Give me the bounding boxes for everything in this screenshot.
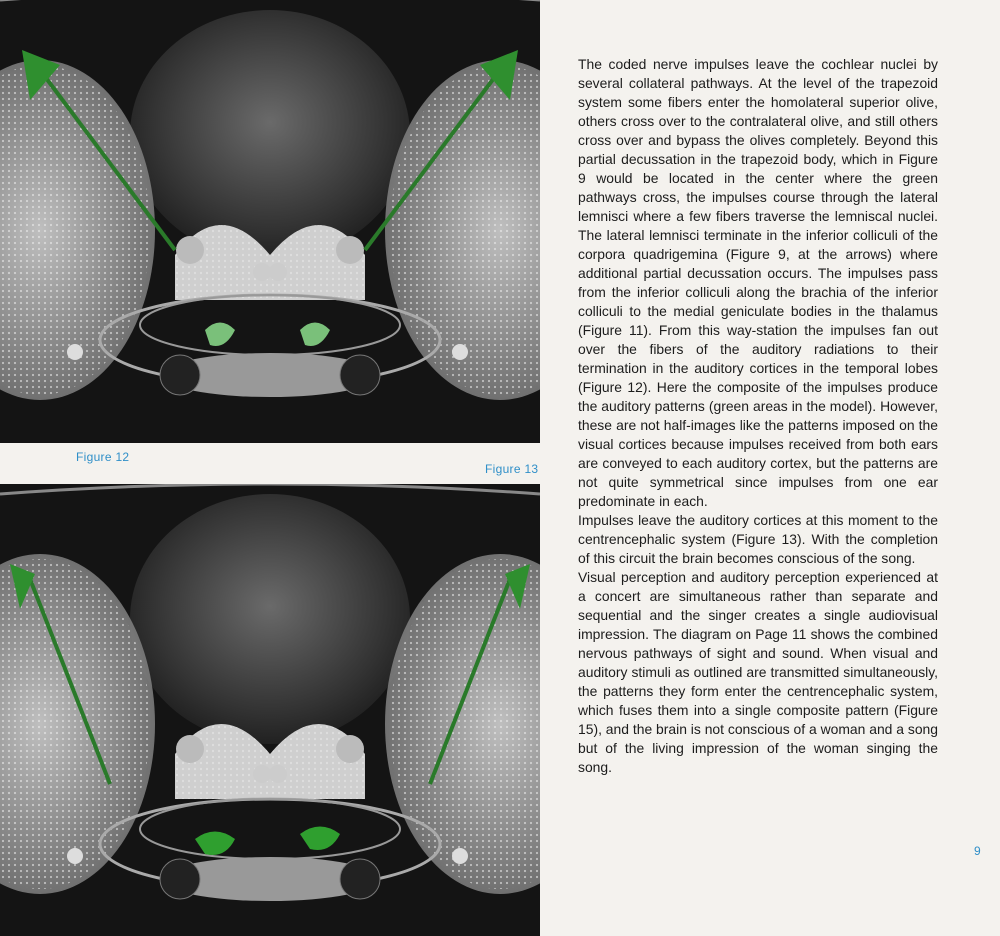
brain-model-illustration [0,0,540,443]
paragraph-2: Impulses leave the auditory cortices at this moment to the centrencephalic system (Figure 13). With the completion of this circuit the brain becomes conscious of the song. [578,512,938,566]
figure-13-photo [0,484,540,936]
paragraph-1: The coded nerve impulses leave the cochlear nuclei by several collateral pathways. At the level of the trapezoid system some fibers enter the homolateral superior olive, others cross over to the contralateral olive, and still others cross over and bypass the olives completely. Beyond this partial decussation in the trapezoid body, which in Figure 9 would be located in the center where the green pathways cross, the impulses course through the lateral lemnisci where a few fibers traverse the lemniscal nuclei. The lateral lemnisci terminate in the inferior colliculi of the corpora quadrigemina (Figure 9, at the arrows) where additional partial decussation occurs. The impulses pass from the inferior colliculi along the brachia of the inferior colliculi to the medial geniculate bodies in the thalamus (Figure 11). From this way-station the impulses fan out over the fibers of the auditory radiations to their termination in the auditory cortices in the temporal lobes (Figure 12). Here the composite of the impulses produce the auditory patterns (green areas in the model). However, these are not half-images like the patterns imposed on the visual cortices because impulses received from both ears are conveyed to each auditory cortex, but the patterns are not quite symmetrical since impulses from one ear predominate in each. [578,56,938,509]
figure-12-caption: Figure 12 [76,450,130,464]
body-text [578,55,938,777]
brain-model-illustration [0,484,540,936]
paragraph-3: Visual perception and auditory perception experienced at a concert are simultaneous rather than separate and sequential and the singer creates a single audiovisual impression. The diagram on Page 11 shows the combined nervous pathways of sight and sound. When visual and auditory stimuli as outlined are transmitted simultaneously, the patterns they form enter the centrencephalic system, which fuses them into a single composite pattern (Figure 15), and the brain is not conscious of a woman and a song but of the living impression of the woman singing the song. [578,569,938,775]
figure-12-photo [0,0,540,443]
page-number: 9 [974,844,981,858]
figure-13-caption: Figure 13 [485,462,539,476]
